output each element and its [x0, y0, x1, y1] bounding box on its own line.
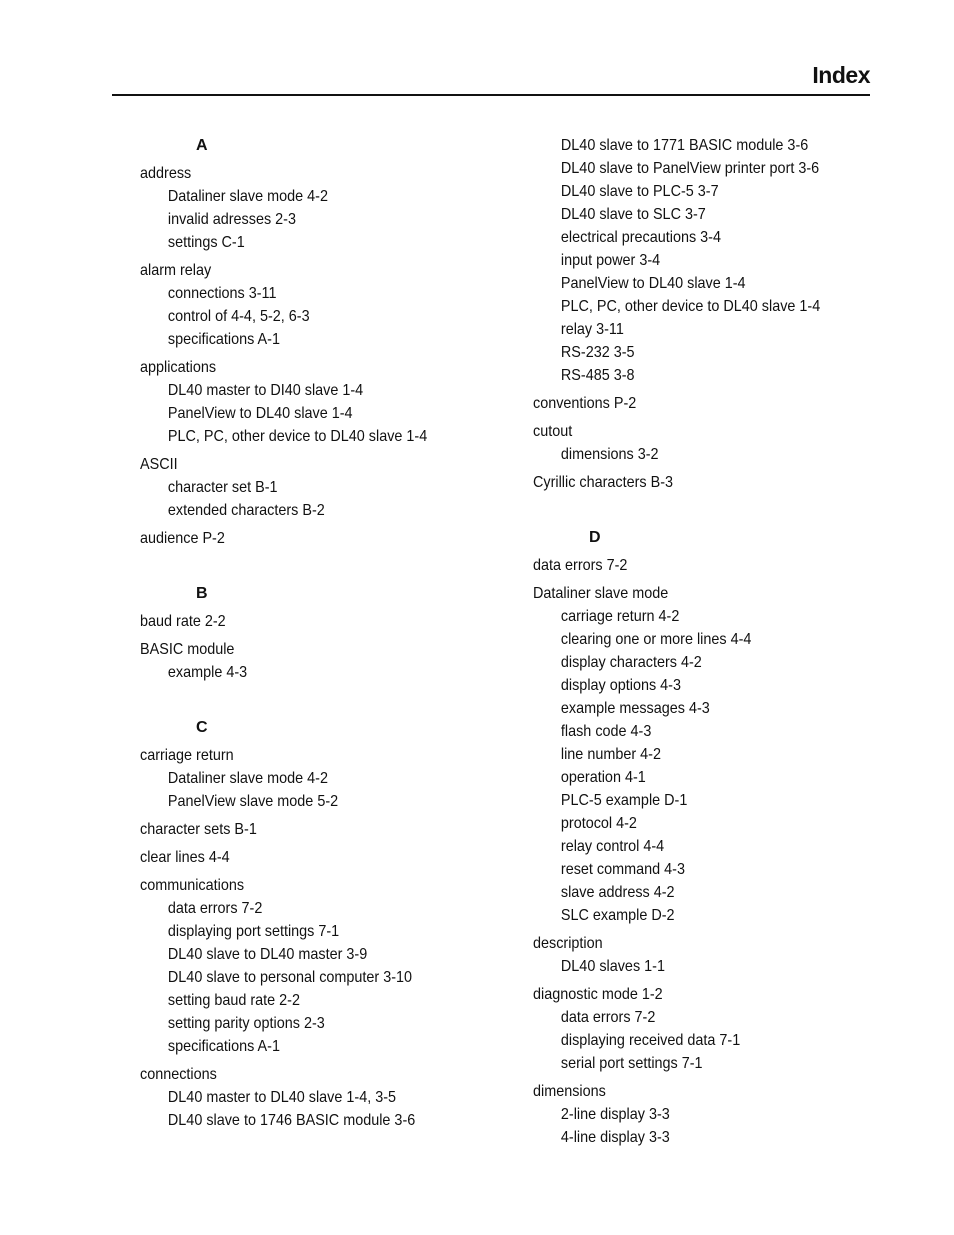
index-entry: [140, 744, 520, 813]
index-entry: [533, 983, 913, 1075]
index-subentry: example 4-3: [167, 664, 248, 681]
index-subentry: DL40 slave to PanelView printer port 3-6: [560, 160, 820, 177]
index-subentry: character set B-1: [167, 479, 278, 496]
index-subentry: DL40 slave to personal computer 3-10: [167, 969, 413, 986]
index-entry-term: Cyrillic characters B-3: [533, 474, 674, 491]
index-entry: [140, 356, 520, 448]
index-entry: [533, 582, 913, 927]
index-subentry: PanelView to DL40 slave 1-4: [560, 275, 746, 292]
index-entry-term: BASIC module: [140, 641, 235, 658]
index-subentry: flash code 4-3: [560, 723, 652, 740]
index-subentry: Dataliner slave mode 4-2: [167, 770, 328, 787]
index-subentry: setting baud rate 2-2: [167, 992, 300, 1009]
index-entry-term: carriage return: [140, 747, 234, 764]
index-subentry: PLC, PC, other device to DL40 slave 1-4: [560, 298, 821, 315]
index-subentry: PLC-5 example D-1: [560, 792, 688, 809]
index-entry-term: character sets B-1: [140, 821, 257, 838]
section-letter: B: [196, 585, 208, 602]
index-subentry: dimensions 3-2: [560, 446, 659, 463]
index-entry: [533, 1080, 913, 1149]
index-subentry: carriage return 4-2: [560, 608, 680, 625]
index-subentry: DL40 slave to 1771 BASIC module 3-6: [560, 137, 809, 154]
index-entry: [140, 638, 520, 684]
index-subentry: relay 3-11: [560, 321, 624, 338]
header-rule: [112, 94, 870, 96]
index-entry: [140, 874, 520, 1058]
index-entry-term: alarm relay: [140, 262, 212, 279]
index-entry-term: clear lines 4-4: [140, 849, 230, 866]
index-subentry: display options 4-3: [560, 677, 681, 694]
index-entry-term: communications: [140, 877, 245, 894]
section-letter: D: [589, 529, 601, 546]
index-subentry: input power 3-4: [560, 252, 661, 269]
index-entry: [140, 1063, 520, 1132]
page-title: Index: [812, 62, 870, 88]
index-subentry: Dataliner slave mode 4-2: [167, 188, 328, 205]
index-subentry: display characters 4-2: [560, 654, 702, 671]
index-subentry: 4-line display 3-3: [560, 1129, 670, 1146]
index-subentry: displaying port settings 7-1: [167, 923, 340, 940]
section-letter: A: [196, 137, 208, 154]
index-subentry: relay control 4-4: [560, 838, 665, 855]
index-subentry: DL40 slave to PLC-5 3-7: [560, 183, 719, 200]
index-subentry: reset command 4-3: [560, 861, 685, 878]
index-subentry: specifications A-1: [167, 1038, 280, 1055]
index-entry: [140, 527, 520, 550]
index-entry: [533, 554, 913, 577]
index-subentry: line number 4-2: [560, 746, 661, 763]
index-entry: [140, 610, 520, 633]
index-entry-term: connections: [140, 1066, 217, 1083]
index-subentry: PLC, PC, other device to DL40 slave 1-4: [167, 428, 428, 445]
index-subentry: connections 3-11: [167, 285, 277, 302]
index-subentry: operation 4-1: [560, 769, 646, 786]
index-subentry: invalid adresses 2-3: [167, 211, 296, 228]
index-subentry: DL40 master to DI40 slave 1-4: [167, 382, 364, 399]
index-entry: [140, 846, 520, 869]
index-subentry: RS-232 3-5: [560, 344, 635, 361]
index-entry-term: ASCII: [140, 456, 178, 473]
index-column-left: [140, 134, 520, 1137]
index-entry-term: applications: [140, 359, 217, 376]
index-entry: [533, 420, 913, 466]
index-subentry: setting parity options 2-3: [167, 1015, 325, 1032]
index-entry: [140, 453, 520, 522]
index-subentry: example messages 4-3: [560, 700, 710, 717]
index-subentry: PanelView slave mode 5-2: [167, 793, 339, 810]
index-entry: [533, 471, 913, 494]
index-subentry: DL40 slaves 1-1: [560, 958, 665, 975]
index-subentry: slave address 4-2: [560, 884, 675, 901]
index-entry-term: diagnostic mode 1-2: [533, 986, 663, 1003]
index-entry: [140, 162, 520, 254]
index-entry-term: audience P-2: [140, 530, 225, 547]
index-subentry: RS-485 3-8: [560, 367, 635, 384]
index-entry-term: cutout: [533, 423, 573, 440]
index-subentry: protocol 4-2: [560, 815, 637, 832]
index-subentry: data errors 7-2: [167, 900, 263, 917]
index-entry-term: data errors 7-2: [533, 557, 628, 574]
section-letter: C: [196, 719, 208, 736]
index-entry-term: Dataliner slave mode: [533, 585, 669, 602]
index-entry-term: baud rate 2-2: [140, 613, 226, 630]
index-column-right: [533, 134, 913, 1154]
index-entry: [533, 932, 913, 978]
index-subentry: data errors 7-2: [560, 1009, 656, 1026]
index-entry: [140, 818, 520, 841]
index-subentry: clearing one or more lines 4-4: [560, 631, 752, 648]
index-subentry: DL40 slave to SLC 3-7: [560, 206, 706, 223]
index-subentry: DL40 slave to DL40 master 3-9: [167, 946, 368, 963]
index-subentry: DL40 master to DL40 slave 1-4, 3-5: [167, 1089, 397, 1106]
index-entry-term: address: [140, 165, 192, 182]
index-subentry: serial port settings 7-1: [560, 1055, 703, 1072]
index-subentry: PanelView to DL40 slave 1-4: [167, 405, 353, 422]
index-subentry: electrical precautions 3-4: [560, 229, 721, 246]
index-subentry: 2-line display 3-3: [560, 1106, 670, 1123]
index-entry: [140, 259, 520, 351]
index-entry-term: description: [533, 935, 603, 952]
index-entry: [533, 134, 913, 387]
index-subentry: SLC example D-2: [560, 907, 675, 924]
index-subentry: extended characters B-2: [167, 502, 325, 519]
index-subentry: DL40 slave to 1746 BASIC module 3-6: [167, 1112, 416, 1129]
index-subentry: specifications A-1: [167, 331, 280, 348]
index-entry-term: dimensions: [533, 1083, 606, 1100]
index-subentry: control of 4-4, 5-2, 6-3: [167, 308, 310, 325]
index-entry-term: conventions P-2: [533, 395, 637, 412]
index-subentry: settings C-1: [167, 234, 245, 251]
index-subentry: displaying received data 7-1: [560, 1032, 741, 1049]
index-entry: [533, 392, 913, 415]
